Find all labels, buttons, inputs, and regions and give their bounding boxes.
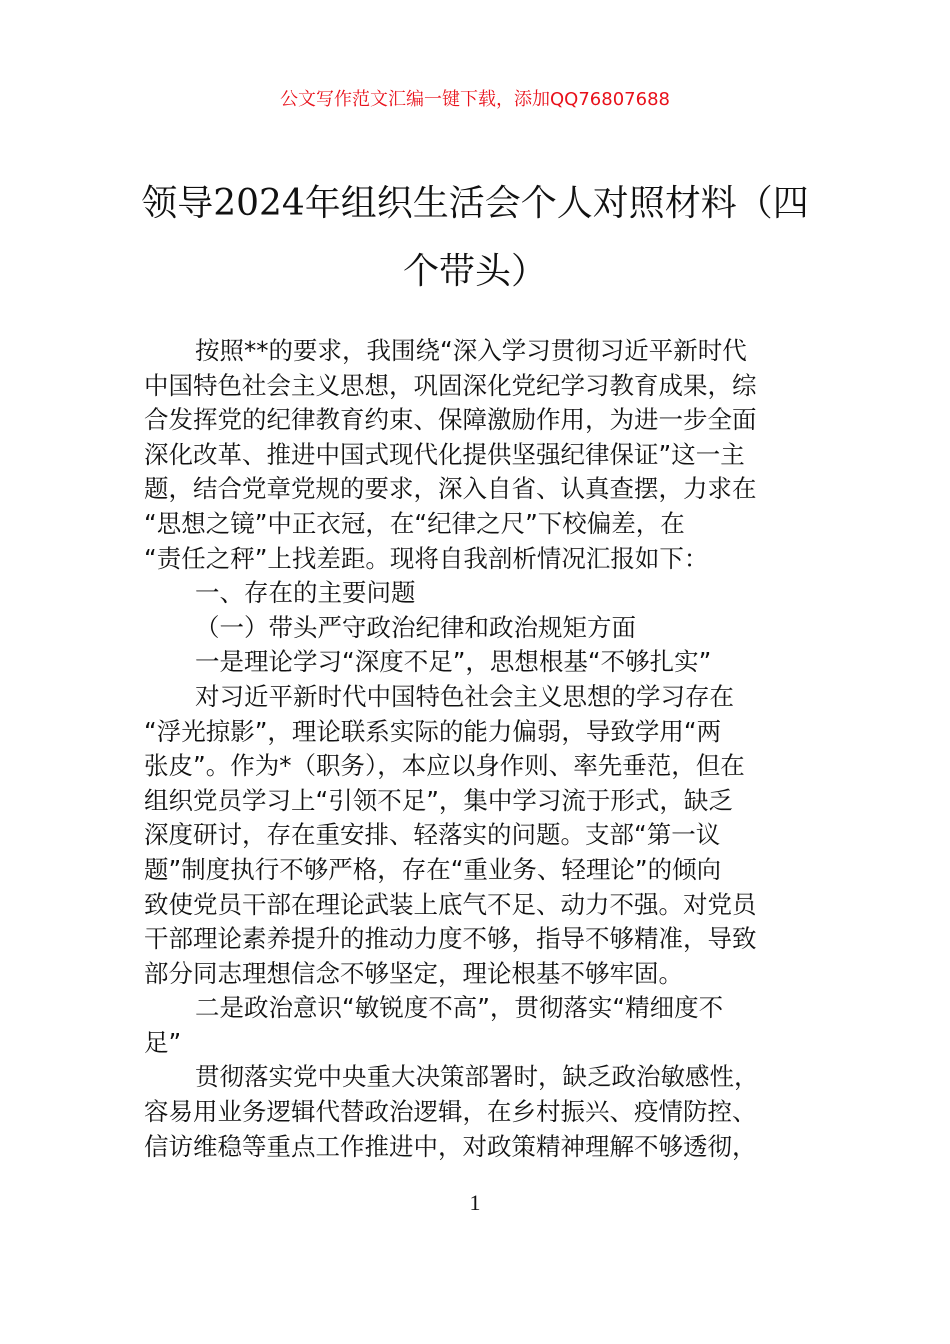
text-line: 对习近平新时代中国特色社会主义思想的学习存在 [195,681,734,711]
text-line: “责任之秤”上找差距。现将自我剖析情况汇报如下： [144,543,709,573]
text-line: 二是政治意识“敏锐度不高”，贯彻落实“精细度不 [195,993,724,1023]
text-line: （一）带头严守政治纪律和政治规矩方面 [195,612,636,642]
title-line: 个带头） [402,251,547,292]
watermark-header: 公文写作范文汇编一键下载，添加QQ76807688 [280,89,670,110]
title-line: 领导2024年组织生活会个人对照材料（四 [141,183,809,224]
text-line: 信访维稳等重点工作推进中，对政策精神理解不够透彻， [144,1131,757,1161]
text-line: 足” [144,1027,182,1057]
text-line: 贯彻落实党中央重大决策部署时，缺乏政治敏感性， [195,1062,759,1092]
text-line: 部分同志理想信念不够坚定，理论根基不够牢固。 [144,958,683,988]
text-line: 深化改革、推进中国式现代化提供坚强纪律保证”这一主 [144,439,745,469]
text-line: 一、存在的主要问题 [195,578,416,608]
text-line: 一是理论学习“深度不足”，思想根基“不够扎实” [195,647,712,677]
text-line: 中国特色社会主义思想，巩固深化党纪学习教育成果，综 [144,370,757,400]
text-line: 深度研讨，存在重安排、轻落实的问题。支部“第一议 [144,820,721,850]
text-line: 合发挥党的纪律教育约束、保障激励作用，为进一步全面 [144,405,757,435]
text-line: “思想之镜”中正衣冠，在“纪律之尺”下校偏差，在 [144,508,685,538]
text-line: 容易用业务逻辑代替政治逻辑，在乡村振兴、疫情防控、 [144,1097,757,1127]
text-line: 题”制度执行不够严格，存在“重业务、轻理论”的倾向 [144,854,722,884]
text-line: 组织党员学习上“引领不足”，集中学习流于形式，缺乏 [144,785,733,815]
text-line: 致使党员干部在理论武装上底气不足、动力不强。对党员 [144,889,757,919]
page-number: 1 [469,1190,481,1215]
document-title [120,170,830,306]
text-line: 题，结合党章党规的要求，深入自省、认真查摆，力求在 [144,474,757,504]
document-body [144,334,808,1164]
text-line: 按照**的要求，我围绕“深入学习贯彻习近平新时代 [195,336,747,365]
text-line: 张皮”。作为*（职务），本应以身作则、率先垂范，但在 [144,751,745,781]
text-line: 干部理论素养提升的推动力度不够，指导不够精准，导致 [144,924,757,954]
text-line: “浮光掠影”，理论联系实际的能力偏弱，导致学用“两 [144,716,722,746]
